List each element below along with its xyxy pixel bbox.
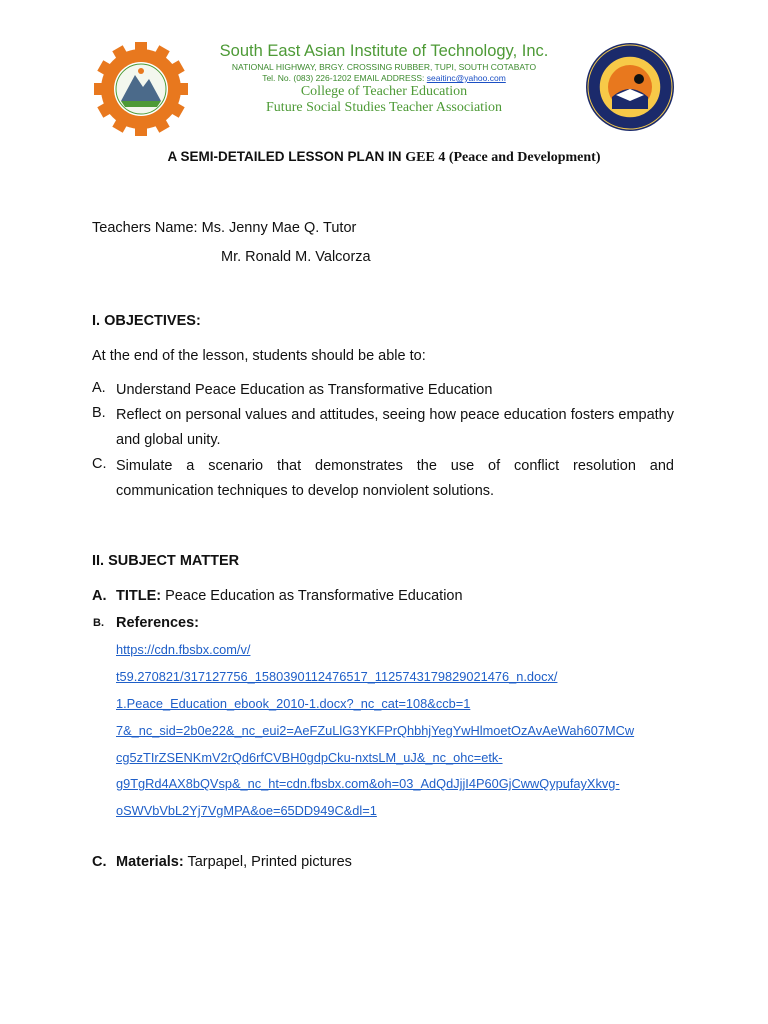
title-row — [92, 586, 107, 606]
objective-letter: B. — [92, 405, 106, 421]
title-subject: GEE 4 (Peace and Development) — [405, 150, 601, 165]
teacher-second: Mr. Ronald M. Valcorza — [221, 249, 371, 265]
materials-value: Tarpapel, Printed pictures — [183, 854, 352, 870]
reference-link-line[interactable]: https://cdn.fbsbx.com/v/ — [116, 642, 251, 657]
reference-link-line[interactable]: 1.Peace_Education_ebook_2010-1.docx?_nc_cat=108&ccb=1 — [116, 696, 471, 711]
institution-seal-logo — [91, 42, 191, 136]
teachers-line-1 — [92, 218, 356, 238]
references-letter: B. — [93, 617, 104, 629]
objectives-heading: I. OBJECTIVES: — [92, 313, 201, 329]
materials-letter: C. — [92, 854, 107, 870]
objective-item — [92, 378, 674, 404]
objective-letter: C. — [92, 456, 107, 472]
reference-link-line[interactable]: g9TgRd4AX8bQVsp&_nc_ht=cdn.fbsbx.com&oh=03_AdQdJjjI4P60GjCwwQypufayXkvg- — [116, 776, 620, 791]
title-label: TITLE: — [116, 588, 162, 604]
objective-text: Reflect on personal values and attitudes, seeing how peace education fosters empathy and global unity. — [116, 407, 674, 448]
title-value: Peace Education as Transformative Education — [161, 588, 463, 604]
title-main: A SEMI-DETAILED LESSON PLAN IN — [167, 149, 406, 164]
reference-link-line[interactable]: oSWVbVbL2Yj7VgMPA&oe=65DD949C&dl=1 — [116, 803, 377, 818]
materials-row — [116, 852, 352, 872]
reference-link-line[interactable]: cg5zTIrZSENKmV2rQd6rfCVBH0gdpCku-nxtsLM_uJ&_nc_ohc=etk- — [116, 750, 503, 765]
references-label: References: — [116, 615, 200, 631]
objective-item — [92, 454, 674, 506]
institution-name: South East Asian Institute of Technology, Inc. — [219, 42, 549, 60]
college-seal-logo — [583, 42, 677, 132]
objective-letter: A. — [92, 380, 106, 396]
contact-prefix: Tel. No. (083) 226-1202 EMAIL ADDRESS: — [262, 73, 427, 83]
address-line: NATIONAL HIGHWAY, BRGY. CROSSING RUBBER, TUPI, SOUTH COTABATO — [231, 62, 537, 72]
reference-link-line[interactable]: t59.270821/317127756_1580390112476517_1125743179829021476_n.docx/ — [116, 669, 558, 684]
objective-text: Simulate a scenario that demonstrates the use of conflict resolution and communication techniques to develop nonviolent solutions. — [116, 458, 674, 499]
objective-text: Understand Peace Education as Transformative Education — [116, 382, 493, 398]
association-name: Future Social Studies Teacher Association — [266, 100, 502, 115]
college-name: College of Teacher Education — [300, 84, 468, 99]
reference-link-line[interactable]: 7&_nc_sid=2b0e22&_nc_eui2=AeFZuLlG3YKFPrQhbhjYegYwHlmoetOzAvAeWah607MCw — [116, 723, 635, 738]
objective-item — [92, 403, 674, 455]
subject-matter-heading: II. SUBJECT MATTER — [92, 553, 240, 569]
teachers-label: Teachers Name: — [92, 220, 202, 236]
title-letter: A. — [92, 588, 107, 604]
contact-line — [184, 73, 584, 84]
materials-label: Materials: — [116, 854, 184, 870]
email-link[interactable]: seaitinc@yahoo.com — [426, 73, 506, 83]
objectives-intro: At the end of the lesson, students should be able to: — [92, 348, 426, 364]
teacher-first: Ms. Jenny Mae Q. Tutor — [201, 220, 357, 236]
institution-address — [184, 62, 584, 84]
title-row-content — [116, 586, 463, 606]
document-title — [60, 149, 708, 166]
